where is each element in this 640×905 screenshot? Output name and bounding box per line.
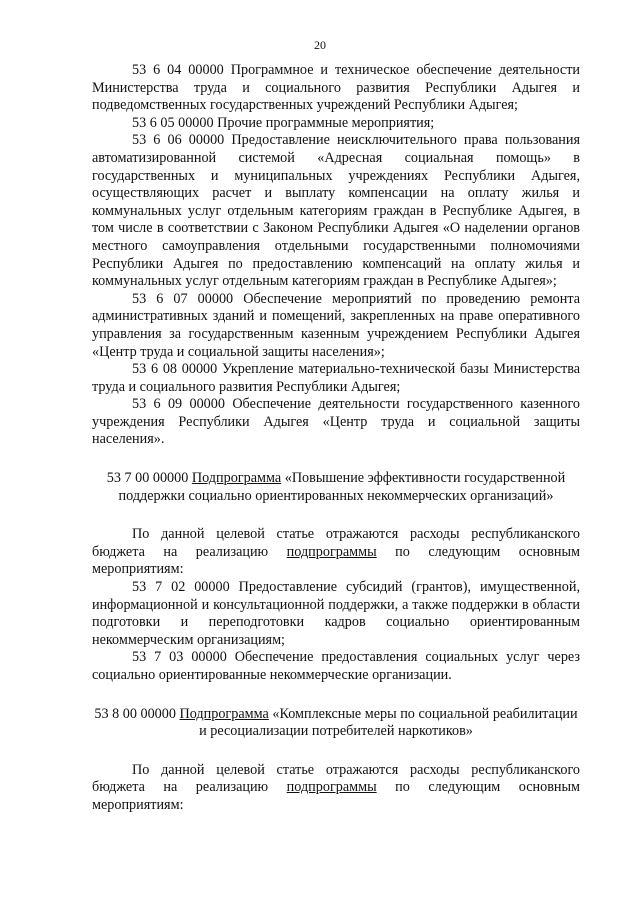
item-text: Предоставление неисключительного права пользования автоматизированной системой «Адресная социальная помощь» в государственных и муниципальных учреждениях Республики Адыгея, осуществляющих расчет и выплату компенсации на оплату жилья и коммунальных услуг отдельным категориям граждан в Республике Адыгея, в том числе в соответствии с Законом Республики Адыгея «О наделении органов местного самоуправления отдельными государственными полномочиями Республики Адыгея по предоставлению компенсаций на оплату жилья и коммунальных услуг отдельным категориям граждан в Республике Адыгея»;: [92, 132, 581, 290]
budget-code: 53 7 02 00000: [132, 579, 230, 596]
intro-text: по следующим основным мероприятиям:: [92, 779, 581, 813]
list-item: [92, 291, 580, 361]
budget-code: 53 7 03 00000: [132, 649, 227, 666]
subprogram-link[interactable]: подпрограммы: [286, 543, 377, 560]
item-text: Предоставление субсидий (грантов), имущественной, информационной и консультационной поддержки, а также поддержки в области подготовки и переподготовки кадров социально ориентированным некоммерческим организациям;: [92, 579, 581, 648]
heading-title: «Повышение эффективности государственной поддержки социально ориентированных некоммерческих организаций»: [118, 470, 566, 504]
item-text: Укрепление материально-технической базы Министерства труда и социального развития Республики Адыгея;: [92, 361, 581, 395]
item-text: Обеспечение предоставления социальных услуг через социально ориентированные некоммерческие организации.: [92, 649, 581, 683]
heading-subprogram-link[interactable]: Подпрограмма: [191, 470, 282, 487]
budget-code: 53 6 08 00000: [132, 361, 218, 378]
item-text: Обеспечение деятельности государственного казенного учреждения Республики Адыгея «Центр труда и социальной защиты населения».: [92, 396, 581, 448]
heading-code: 53 7 00 00000: [106, 470, 189, 487]
budget-code: 53 6 05 00000: [132, 114, 214, 131]
item-text: Прочие программные мероприятия;: [217, 114, 435, 131]
list-item: [92, 396, 580, 449]
list-item: [92, 649, 580, 684]
list-item: [92, 361, 580, 396]
heading-code: 53 8 00 00000: [94, 705, 176, 722]
list-item: [92, 579, 580, 649]
heading-title: «Комплексные меры по социальной реабилитации и ресоциализации потребителей наркотиков»: [199, 705, 578, 740]
intro-text: по следующим основным мероприятиям:: [92, 543, 581, 578]
item-text: Обеспечение мероприятий по проведению ремонта административных зданий и помещений, закрепленных на праве оперативного управления за государственным казенным учреждением Республики Адыгея «Центр труда и социальной защиты населения»;: [92, 290, 581, 360]
subprogram-link[interactable]: подпрограммы: [286, 779, 377, 796]
page-number: 20: [314, 38, 326, 52]
intro-text: По данной целевой статье отражаются расходы республиканского бюджета на реализацию: [92, 526, 580, 560]
section-heading: [92, 470, 580, 505]
section-heading: [92, 706, 580, 741]
document-body: [92, 62, 580, 815]
budget-code: 53 6 09 00000: [132, 396, 225, 413]
item-text: Программное и техническое обеспечение деятельности Министерства труда и социального развития Республики Адыгея и подведомственных государственных учреждений Республики Адыгея;: [92, 62, 581, 114]
budget-code: 53 6 06 00000: [132, 132, 225, 149]
budget-code: 53 6 07 00000: [132, 290, 234, 307]
intro-paragraph: [92, 526, 580, 579]
intro-paragraph: [92, 762, 580, 815]
intro-text: По данной целевой статье отражаются расходы республиканского бюджета на реализацию: [92, 761, 580, 796]
list-item: [92, 115, 580, 133]
list-item: [92, 132, 580, 290]
budget-code: 53 6 04 00000: [132, 62, 224, 78]
heading-subprogram-link[interactable]: Подпрограмма: [179, 705, 269, 722]
list-item: [92, 62, 580, 115]
